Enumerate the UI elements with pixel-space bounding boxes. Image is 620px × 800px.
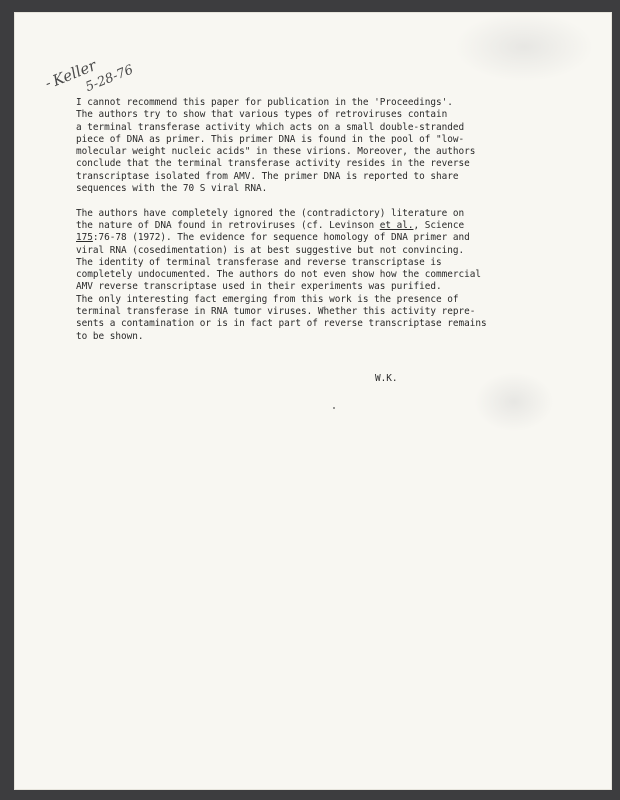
paper-speck xyxy=(333,407,335,409)
text-line: molecular weight nucleic acids" in these virions. Moreover, the authors xyxy=(76,146,476,158)
text-line: terminal transferase in RNA tumor viruses. Whether this activity repre- xyxy=(76,306,476,318)
text-line: piece of DNA as primer. This primer DNA is found in the pool of "low- xyxy=(76,133,465,145)
underlined-et-al: et al. xyxy=(379,219,414,231)
text-segment: , Science xyxy=(413,219,465,231)
paper-smudge xyxy=(474,372,554,432)
paragraph-1 xyxy=(76,97,526,195)
text-line: The authors try to show that various types of retroviruses contain xyxy=(76,109,448,121)
text-line: AMV reverse transcriptase used in their experiments was purified. xyxy=(76,281,442,293)
letter-body xyxy=(76,97,526,343)
text-line xyxy=(76,232,526,244)
text-line: I cannot recommend this paper for publication in the 'Proceedings'. xyxy=(76,97,453,108)
text-line: sents a contamination or is in fact part of reverse transcriptase remains xyxy=(76,318,487,330)
handwritten-dash: - xyxy=(42,75,54,92)
text-line: completely undocumented. The authors do not even show how the commercial xyxy=(76,269,481,281)
text-line: The identity of terminal transferase and reverse transcriptase is xyxy=(76,256,442,268)
text-segment: :76-78 (1972). The evidence for sequence homology of DNA primer and xyxy=(92,232,470,244)
text-line: conclude that the terminal transferase activity resides in the reverse xyxy=(76,158,470,170)
text-line: to be shown. xyxy=(76,330,144,342)
signature-initials: W.K. xyxy=(375,373,398,384)
text-segment: the nature of DNA found in retroviruses (cf. Levinson xyxy=(76,219,380,231)
text-line: a terminal transferase activity which acts on a small double-stranded xyxy=(76,121,465,133)
paragraph-gap xyxy=(76,195,526,207)
underlined-volume: 175 xyxy=(76,232,93,244)
text-line: viral RNA (cosedimentation) is at best suggestive but not convincing. xyxy=(76,244,465,256)
paper-smudge xyxy=(454,12,594,82)
text-line xyxy=(76,220,526,232)
text-line: The only interesting fact emerging from this work is the presence of xyxy=(76,293,459,305)
text-line: sequences with the 70 S viral RNA. xyxy=(76,183,268,195)
handwritten-name: Keller xyxy=(50,56,99,90)
paragraph-2 xyxy=(76,208,526,343)
handwritten-date: 5-28-76 xyxy=(83,62,136,96)
text-line: transcriptase isolated from AMV. The primer DNA is reported to share xyxy=(76,170,459,182)
text-line: The authors have completely ignored the (contradictory) literature on xyxy=(76,207,465,219)
